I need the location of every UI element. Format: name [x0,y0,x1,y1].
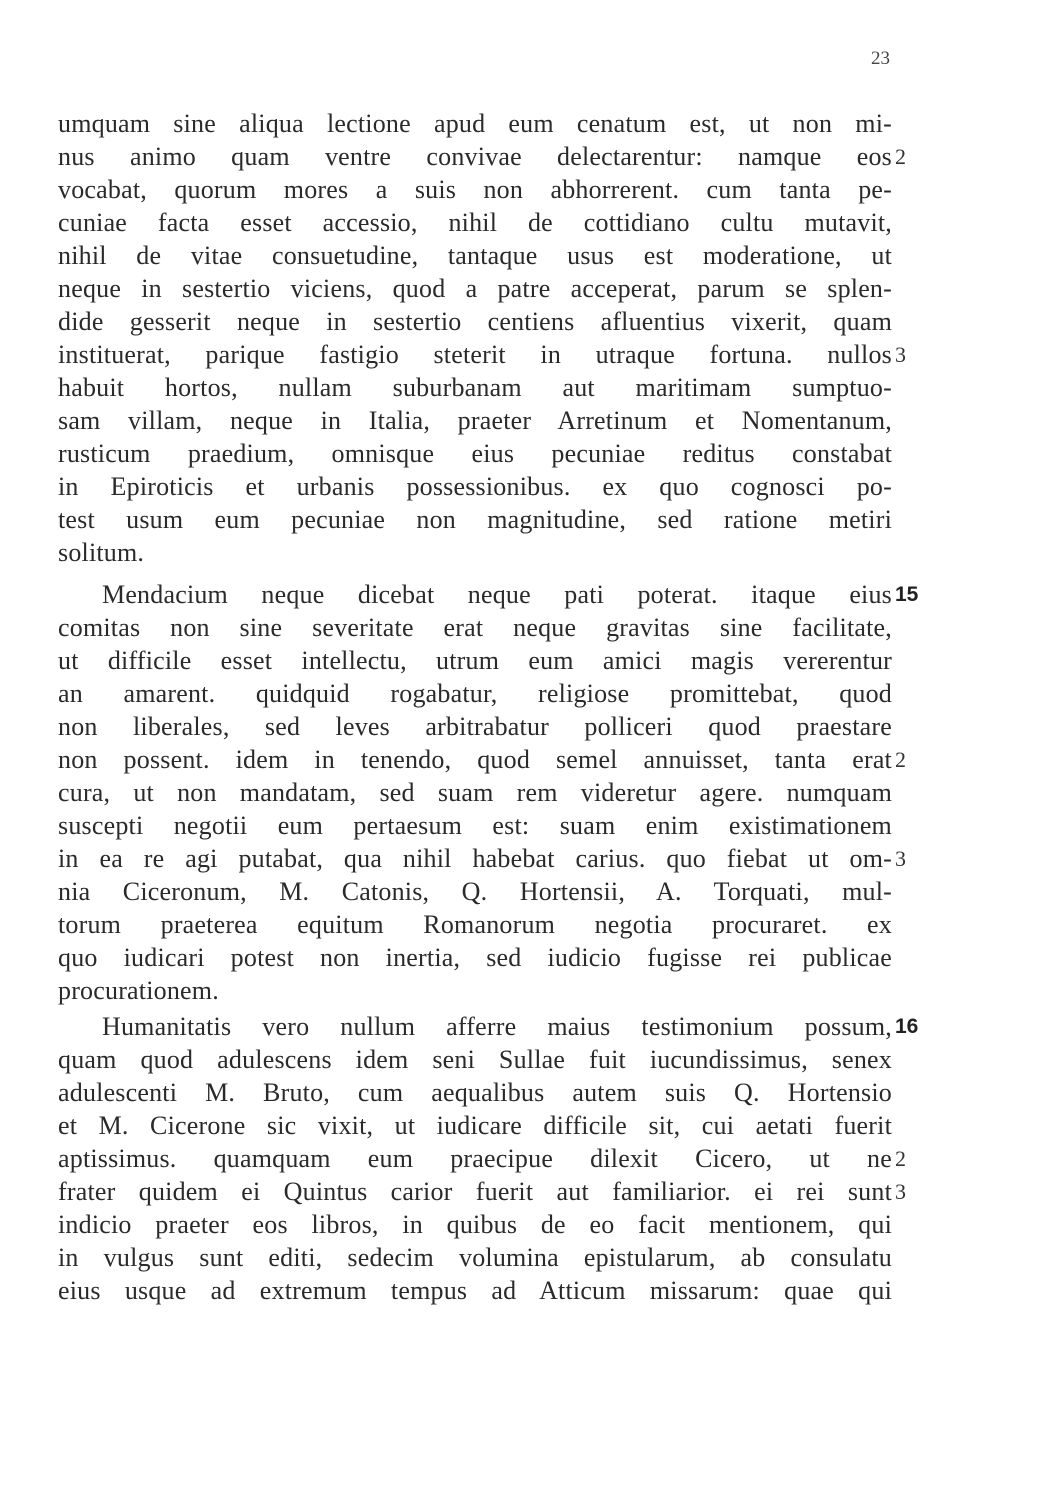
text-line: in Epiroticis et urbanis possessionibus. ex quo cognosci po- [58,472,892,501]
text-line: torum praeterea equitum Romanorum negotia procuraret. ex [58,910,892,939]
margin-chapter-number: 15 [895,583,919,606]
text-line: dide gesserit neque in sestertio centiens afluentius vixerit, quam [58,307,892,336]
text-line: ut difficile esset intellectu, utrum eum amici magis vererentur [58,646,892,675]
text-line: nus animo quam ventre convivae delectarentur: namque eos [58,142,892,171]
text-line: rusticum praedium, omnisque eius pecuniae reditus constabat [58,439,892,468]
text-line: instituerat, parique fastigio steterit in utraque fortuna. nullos [58,340,892,369]
text-line: solitum. [58,538,145,567]
margin-section-number: 3 [895,1179,906,1204]
text-line: et M. Cicerone sic vixit, ut iudicare difficile sit, cui aetati fuerit [58,1111,892,1140]
margin-section-number: 2 [895,1146,906,1171]
text-line: an amarent. quidquid rogabatur, religiose promittebat, quod [58,679,892,708]
text-line: umquam sine aliqua lectione apud eum cenatum est, ut non mi- [58,109,892,138]
text-line: habuit hortos, nullam suburbanam aut maritimam sumptuo- [58,373,892,402]
text-line: Humanitatis vero nullum afferre maius testimonium possum, [102,1012,892,1041]
margin-section-number: 3 [895,846,906,871]
margin-section-number: 2 [895,747,906,772]
text-line: comitas non sine severitate erat neque gravitas sine facilitate, [58,613,892,642]
text-line: non liberales, sed leves arbitrabatur polliceri quod praestare [58,712,892,741]
text-line: vocabat, quorum mores a suis non abhorrerent. cum tanta pe- [58,175,892,204]
margin-section-number: 3 [895,342,906,367]
text-line: test usum eum pecuniae non magnitudine, sed ratione metiri [58,505,892,534]
margin-section-number: 2 [895,144,906,169]
text-line: nia Ciceronum, M. Catonis, Q. Hortensii, A. Torquati, mul- [58,877,892,906]
text-line: quam quod adulescens idem seni Sullae fuit iucundissimus, senex [58,1045,892,1074]
text-line: adulescenti M. Bruto, cum aequalibus autem suis Q. Hortensio [58,1078,892,1107]
text-line: in vulgus sunt editi, sedecim volumina epistularum, ab consulatu [58,1243,892,1272]
text-line: Mendacium neque dicebat neque pati poterat. itaque eius [102,580,892,609]
margin-chapter-number: 16 [895,1015,919,1038]
text-line: eius usque ad extremum tempus ad Atticum missarum: quae qui [58,1276,892,1305]
text-line: non possent. idem in tenendo, quod semel annuisset, tanta erat [58,745,892,774]
text-line: aptissimus. quamquam eum praecipue dilexit Cicero, ut ne [58,1144,892,1173]
text-line: in ea re agi putabat, qua nihil habebat carius. quo fiebat ut om- [58,844,892,873]
text-line: frater quidem ei Quintus carior fuerit aut familiarior. ei rei sunt [58,1177,892,1206]
text-line: nihil de vitae consuetudine, tantaque usus est moderatione, ut [58,241,892,270]
text-line: sam villam, neque in Italia, praeter Arretinum et Nomentanum, [58,406,892,435]
text-line: cura, ut non mandatam, sed suam rem videretur agere. numquam [58,778,892,807]
text-line: indicio praeter eos libros, in quibus de eo facit mentionem, qui [58,1210,892,1239]
text-line: quo iudicari potest non inertia, sed iudicio fugisse rei publicae [58,943,892,972]
text-line: procurationem. [58,976,219,1005]
text-line: cuniae facta esset accessio, nihil de cottidiano cultu mutavit, [58,208,892,237]
page-number: 23 [871,48,890,69]
text-line: neque in sestertio viciens, quod a patre acceperat, parum se splen- [58,274,892,303]
text-line: suscepti negotii eum pertaesum est: suam enim existimationem [58,811,892,840]
